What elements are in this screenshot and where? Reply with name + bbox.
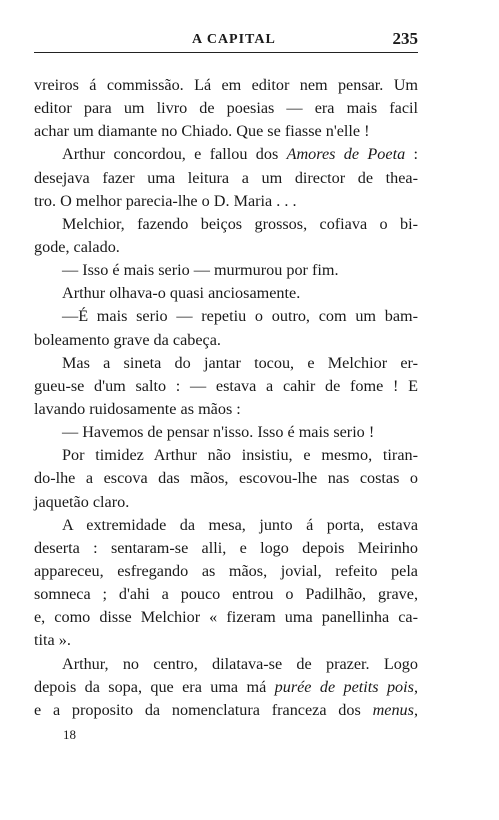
text-line	[34, 143, 418, 166]
page-number: 235	[392, 29, 418, 48]
text-line	[34, 74, 418, 97]
text-line	[34, 467, 418, 490]
line-text: Mas a sineta do jantar tocou, e Melchior er-	[62, 353, 418, 372]
page-header	[34, 28, 418, 53]
line-text: tro. O melhor parecia-lhe o D. Maria . . .	[34, 191, 297, 210]
text-line	[34, 514, 418, 537]
text-line	[34, 537, 418, 560]
line-text: desejava fazer uma leitura a um director de thea-	[34, 168, 418, 187]
text-line	[34, 352, 418, 375]
text-line	[34, 120, 418, 143]
line-text: A extremidade da mesa, junto á porta, estava	[62, 515, 418, 534]
text-line	[34, 606, 418, 629]
text-line	[34, 329, 418, 352]
text-line	[34, 676, 418, 699]
line-text: lavando ruidosamente as mãos :	[34, 399, 241, 418]
line-text: —É mais serio — repetiu o outro, com um bam-	[62, 307, 418, 326]
italic-text: menus	[372, 700, 414, 719]
line-text: Arthur olhava-o quasi anciosamente.	[62, 284, 301, 303]
line-text: ,	[413, 677, 418, 696]
line-text: Arthur, no centro, dilatava-se de prazer. Logo	[62, 654, 418, 673]
line-text: gueu-se d'um salto : — estava a cahir de fome ! E	[34, 376, 418, 395]
running-head: A CAPITAL	[192, 32, 276, 47]
text-line	[34, 653, 418, 676]
line-text: — Isso é mais serio — murmurou por fim.	[62, 261, 339, 280]
text-line	[34, 583, 418, 606]
italic-text: Amores de Poeta	[286, 145, 406, 164]
line-text: e a proposito da nomenclatura franceza dos	[34, 700, 373, 719]
line-text: boleamento grave da cabeça.	[34, 330, 221, 349]
line-text: Melchior, fazendo beiços grossos, cofiava o bi-	[62, 214, 418, 233]
line-text: depois da sopa, que era uma má	[34, 677, 275, 696]
signature-mark: 18	[63, 727, 76, 742]
line-text: appareceu, esfregando as mãos, jovial, refeito pela	[34, 561, 418, 580]
text-line	[34, 236, 418, 259]
line-text: somneca ; d'ahi a pouco entrou o Padilhão, grave,	[34, 585, 418, 604]
text-line	[34, 305, 418, 328]
text-line	[34, 398, 418, 421]
line-text: :	[405, 145, 418, 164]
line-text: tita ».	[34, 631, 71, 650]
line-text: editor para um livro de poesias — era mais facil	[34, 99, 418, 118]
text-line	[34, 699, 418, 722]
text-line	[34, 375, 418, 398]
text-line	[34, 259, 418, 282]
text-line	[34, 444, 418, 467]
line-text: gode, calado.	[34, 237, 120, 256]
text-line	[34, 97, 418, 120]
text-line	[34, 282, 418, 305]
text-line	[34, 190, 418, 213]
text-line	[34, 560, 418, 583]
italic-text: purée de petits pois	[274, 677, 414, 696]
line-text: — Havemos de pensar n'isso. Isso é mais serio !	[62, 423, 375, 442]
text-line	[34, 213, 418, 236]
line-text: e, como disse Melchior « fizeram uma panellinha ca-	[34, 608, 418, 627]
line-text: jaquetão claro.	[34, 492, 130, 511]
text-line	[34, 421, 418, 444]
line-text: do-lhe a escova das mãos, escovou-lhe nas costas o	[34, 469, 418, 488]
line-text: Arthur concordou, e fallou dos	[62, 145, 287, 164]
line-text: deserta : sentaram-se alli, e logo depois Meirinho	[34, 538, 418, 557]
line-text: ,	[413, 700, 418, 719]
text-line	[34, 167, 418, 190]
line-text: Por timidez Arthur não insistiu, e mesmo, tiran-	[62, 446, 418, 465]
text-line	[34, 491, 418, 514]
body-text	[34, 74, 418, 722]
line-text: achar um diamante no Chiado. Que se fiasse n'elle !	[34, 122, 370, 141]
text-line	[34, 629, 418, 652]
line-text: vreiros á commissão. Lá em editor nem pensar. Um	[34, 76, 418, 94]
